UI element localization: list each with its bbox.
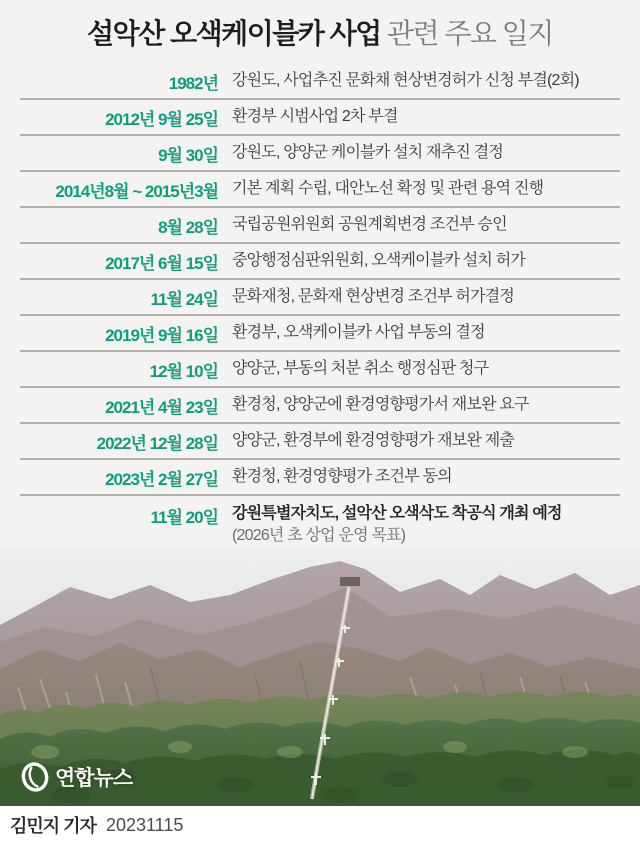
timeline-description-text: 기본 계획 수립, 대안노선 확정 및 관련 용역 진행: [232, 180, 544, 197]
timeline-row: [20, 244, 620, 280]
timeline-description-text: 강원특별자치도, 설악산 오색삭도 착공식 개최 예정: [232, 505, 562, 522]
timeline-row: [20, 352, 620, 388]
timeline-row: [20, 136, 620, 172]
timeline-row: [20, 280, 620, 316]
timeline-date: 2021년 4월 23일: [105, 397, 218, 417]
timeline-row: [20, 460, 620, 496]
timeline-date: 8월 28일: [158, 217, 218, 237]
article-date: 20231115: [105, 814, 184, 835]
yonhap-logo-text: 연합뉴스: [55, 767, 133, 790]
page-title: [0, 0, 640, 52]
timeline-description: [218, 214, 507, 236]
timeline-description: [218, 70, 579, 92]
timeline-description: [218, 466, 452, 488]
timeline-description-text: 양양군, 환경부에 환경영향평가 재보완 제출: [232, 432, 515, 449]
timeline-description-text: 환경부, 오색케이블카 사업 부동의 결정: [232, 324, 485, 341]
footer: [0, 806, 640, 844]
timeline-date: 11월 20일: [150, 508, 218, 527]
timeline-date: 12월 10일: [149, 361, 218, 381]
timeline-row: [20, 64, 620, 100]
timeline-description-text: 문화재청, 문화재 현상변경 조건부 허가결정: [232, 288, 515, 305]
timeline-description-text: 강원도, 양양군 케이블카 설치 재추진 결정: [232, 144, 504, 161]
timeline-date: 11월 24일: [150, 289, 218, 309]
timeline-row: [20, 388, 620, 424]
timeline-date: 2012년 9월 25일: [105, 109, 218, 129]
timeline-date: 1982년: [168, 73, 218, 93]
timeline-description: [218, 142, 503, 164]
timeline-description: [218, 358, 488, 380]
timeline-date: 2019년 9월 16일: [105, 325, 218, 345]
timeline-date: 2023년 2월 27일: [105, 469, 218, 489]
timeline: [20, 64, 620, 553]
timeline-description-text: 강원도, 사업추진 문화채 현상변경허가 신청 부결(2회): [232, 72, 579, 89]
timeline-row: [20, 496, 620, 553]
timeline-description-text: 환경청, 양양군에 환경영향평가서 재보완 요구: [232, 396, 529, 413]
page-title-main: 설악산 오색케이블카 사업: [87, 18, 381, 49]
page-title-sub: 관련 주요 일지: [380, 18, 553, 49]
timeline-row: [20, 424, 620, 460]
timeline-description-text: 중앙행정심판위원회, 오색케이블카 설치 허가: [232, 252, 526, 269]
timeline-date: 2022년 12월 28일: [96, 433, 218, 453]
timeline-description-subtext: (2026년 초 상업 운영 목표): [232, 527, 406, 544]
timeline-description: [218, 394, 529, 416]
timeline-description: [218, 503, 562, 547]
timeline-row: [20, 172, 620, 208]
timeline-description-text: 환경부 시범사업 2차 부결: [232, 108, 398, 125]
timeline-description: [218, 430, 514, 452]
timeline-description: [218, 286, 514, 308]
timeline-row: [20, 208, 620, 244]
timeline-description: [218, 322, 485, 344]
timeline-description-text: 국립공원위원회 공원계획변경 조건부 승인: [232, 216, 507, 233]
yonhap-logo: [20, 762, 132, 792]
timeline-description: [218, 250, 525, 272]
timeline-row: [20, 100, 620, 136]
timeline-description: [218, 106, 398, 128]
timeline-description-text: 환경청, 환경영향평가 조건부 동의: [232, 468, 452, 485]
timeline-row: [20, 316, 620, 352]
yonhap-logo-icon: [20, 762, 50, 792]
reporter-name: 김민지 기자: [10, 816, 96, 836]
timeline-date: 9월 30일: [158, 145, 218, 165]
timeline-description-text: 양양군, 부동의 처분 취소 행정심판 청구: [232, 360, 489, 377]
timeline-date: 2017년 6월 15일: [105, 253, 218, 273]
timeline-date: 2014년8월 ~ 2015년3월: [55, 181, 218, 201]
timeline-description: [218, 178, 543, 200]
